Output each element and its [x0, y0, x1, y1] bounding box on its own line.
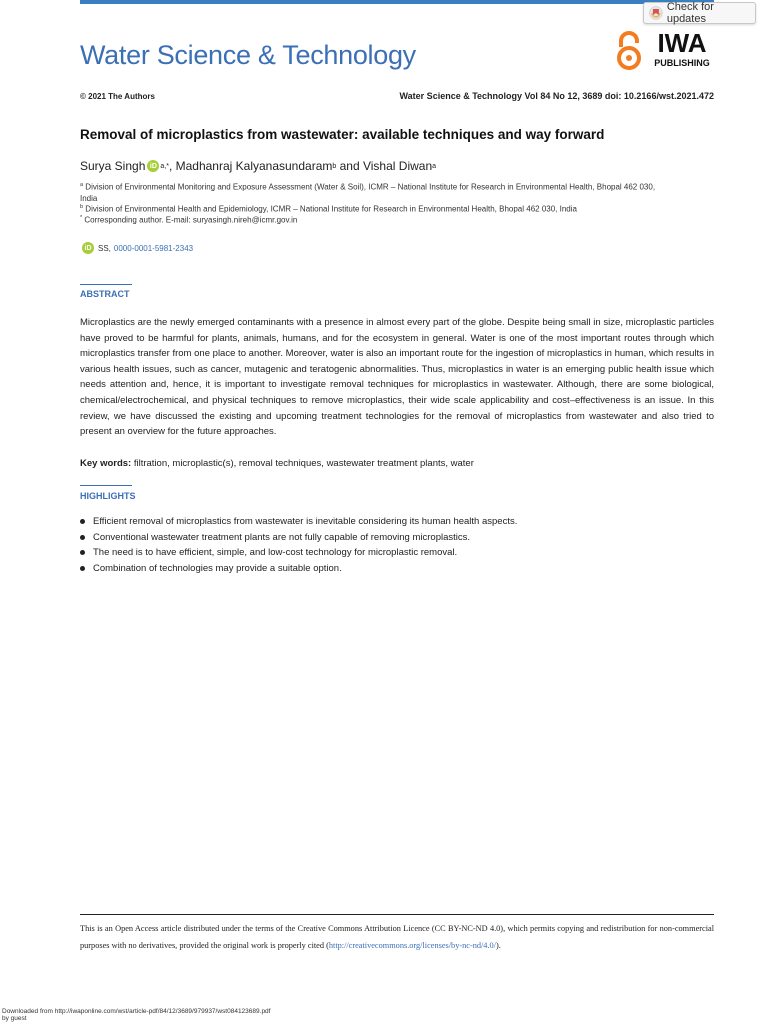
check-updates-icon: [649, 6, 663, 20]
highlight-item: [80, 514, 517, 530]
highlight-item: [80, 561, 517, 577]
orcid-icon[interactable]: iD: [147, 160, 159, 172]
footer-rule: [80, 914, 714, 915]
affiliation-marker: a: [80, 182, 84, 188]
author-list: [80, 159, 436, 173]
bullet-icon: [80, 519, 85, 524]
publishing-logo-text: PUBLISHING: [654, 58, 710, 68]
license-end: ).: [496, 941, 501, 950]
abstract-rule: [80, 284, 132, 285]
journal-title: Water Science & Technology: [80, 40, 416, 70]
highlights-rule: [80, 485, 132, 486]
author-name: Surya Singh: [80, 159, 146, 173]
download-url: Downloaded from http://iwaponline.com/wst/article-pdf/84/12/3689/979937/wst084123689.pdf: [2, 1008, 271, 1015]
highlight-item: [80, 530, 517, 546]
article-title: Removal of microplastics from wastewater: available techniques and way forward: [80, 127, 605, 142]
highlight-text: Efficient removal of microplastics from wastewater is inevitable considering its human health aspects.: [93, 516, 518, 528]
bullet-icon: [80, 550, 85, 555]
author-affiliation-marker: b: [332, 162, 337, 170]
download-user: by guest: [2, 1015, 27, 1022]
top-accent-bar: [80, 0, 714, 4]
highlight-text: The need is to have efficient, simple, and low-cost technology for microplastic removal.: [93, 547, 458, 559]
affiliation-a: [80, 180, 720, 204]
highlight-text: Combination of technologies may provide a suitable option.: [93, 563, 342, 575]
orcid-line: [80, 242, 193, 254]
check-for-updates-button[interactable]: [643, 2, 756, 24]
affiliation-text: India: [80, 193, 98, 203]
highlight-text: Conventional wastewater treatment plants are not fully capable of removing microplastics.: [93, 531, 471, 543]
copyright: © 2021 The Authors: [80, 92, 155, 101]
author-name: and Vishal Diwan: [336, 159, 433, 173]
citation: Water Science & Technology Vol 84 No 12, 3689 doi: 10.2166/wst.2021.472: [399, 91, 714, 101]
affiliation-marker: *: [80, 215, 83, 221]
keywords-text: filtration, microplastic(s), removal techniques, wastewater treatment plants, water: [131, 458, 474, 469]
abstract-heading: ABSTRACT: [80, 289, 130, 299]
open-access-icon: [614, 30, 644, 70]
license-link[interactable]: http://creativecommons.org/licenses/by-nc-nd/4.0/: [328, 941, 496, 950]
affiliation-text: Division of Environmental Health and Epidemiology, ICMR – National Institute for Research in Environmental Health, Bhopal 462 030, India: [85, 204, 577, 214]
highlights-list: [80, 514, 517, 576]
affiliation-text: Corresponding author. E-mail: suryasingh.nireh@icmr.gov.in: [84, 215, 298, 225]
highlight-item: [80, 545, 517, 561]
corresponding-author: [80, 213, 720, 226]
download-notice: [2, 1008, 270, 1022]
orcid-initials: SS,: [98, 243, 111, 253]
license-text: This is an Open Access article distributed under the terms of the Creative Commons Attribution Licence (CC BY-NC-ND 4.0), which permits copying and redistribution for non-commercial purposes with no derivatives, provided the original work is properly cited (: [80, 924, 714, 950]
affiliation-text: Division of Environmental Monitoring and Exposure Assessment (Water & Soil), ICMR – National Institute for Research in Environmental Health, Bhopal 462 030,: [85, 182, 656, 192]
abstract-text: Microplastics are the newly emerged contaminants with a presence in almost every part of the globe. Despite being small in size, microplastic particles have proved to be harmful for plants, animals, humans, and for the ecosystem in general. Water is one of the most important routes through which microplastics transfer from one place to another. Moreover, water is also an important route for the ingestion of microplastics in human, which results in various health issues, such as cancer, mutagenic and teratogenic abnormalities. Thus, microplastics in water is an emerging public health issue which needs attention and, hence, it is important to investigate removal techniques for microplastics in wastewater. Although, there are some biological, chemical/electrochemical, and physical techniques to remove microplastics, their wide scale applicability and cost–effectiveness is an issue. In this review, we have discussed the existing and upcoming treatment technologies for the removal of microplastics from wastewater and also tried to present an overview for the future approaches.: [80, 317, 714, 438]
iwa-logo-text: IWA: [657, 28, 707, 58]
bullet-icon: [80, 535, 85, 540]
orcid-icon[interactable]: iD: [82, 242, 94, 254]
license-notice: [80, 920, 714, 954]
keywords: [80, 458, 474, 469]
author-affiliation-marker: a,*: [160, 162, 169, 170]
bullet-icon: [80, 566, 85, 571]
affiliation-marker: b: [80, 204, 84, 210]
author-name: , Madhanraj Kalyanasundaram: [168, 159, 333, 173]
check-updates-label: Check for updates: [666, 1, 714, 25]
iwa-publishing-logo: [651, 27, 713, 69]
highlights-heading: HIGHLIGHTS: [80, 491, 136, 501]
keywords-label: Key words:: [80, 458, 132, 469]
orcid-link[interactable]: 0000-0001-5981-2343: [113, 243, 194, 253]
author-affiliation-marker: a: [432, 162, 437, 170]
